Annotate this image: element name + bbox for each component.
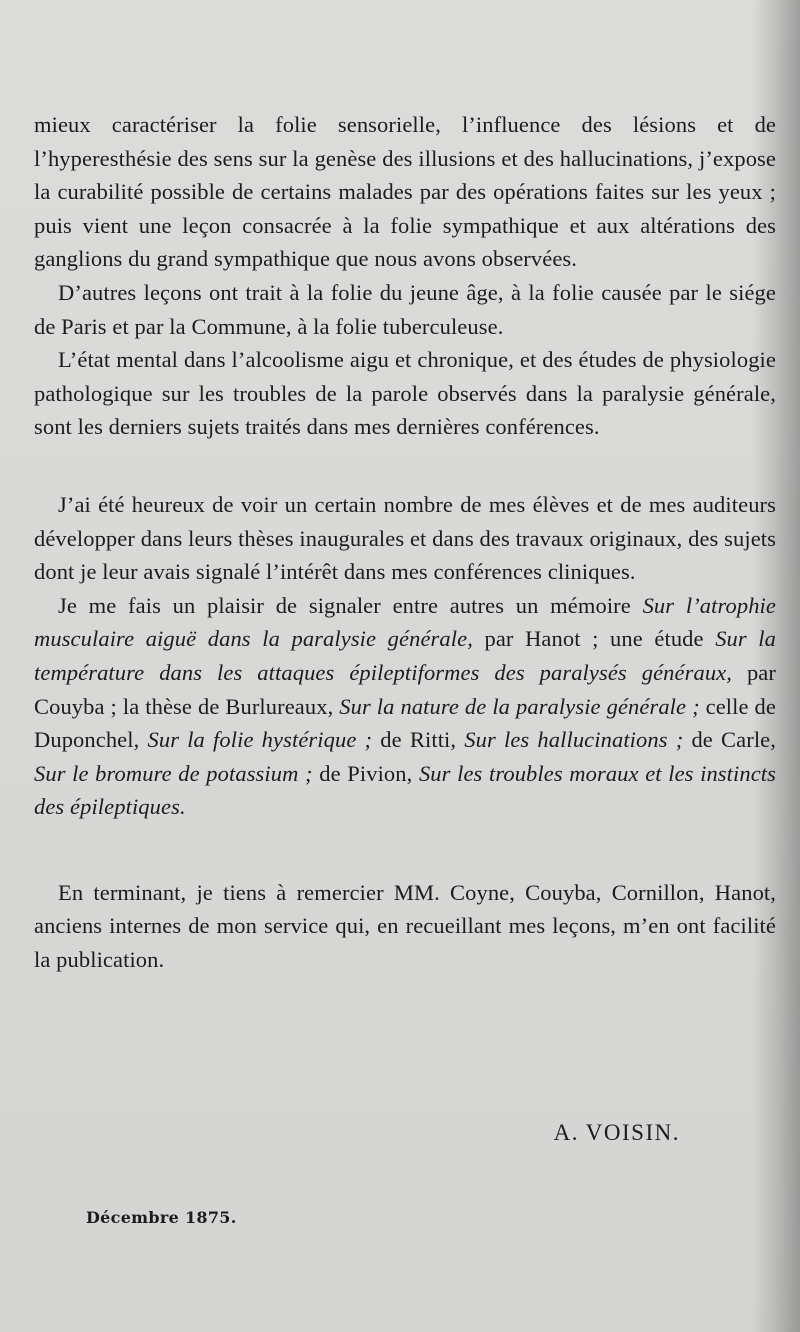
memoir-title-hanot: Sur l’atrophie musculaire aiguë dans la paralysie générale, [34, 592, 776, 652]
paragraph-closing: En terminant, je tiens à remercier MM. Coyne, Couyba, Cornillon, Hanot, anciens internes de mon service qui, en recueillant mes leçons, m’en ont facilité la publication. [34, 879, 776, 973]
memoir-text-2: par Hanot ; une étude [472, 626, 716, 652]
memoir-text-1: Je me fais un plaisir de signaler entre autres un mémoire [58, 592, 643, 618]
body-text [34, 108, 776, 977]
memoir-title-couyba: Sur la température dans les attaques épileptiformes des paralysés généraux, [34, 626, 777, 685]
paragraph-memoirs [34, 589, 776, 824]
paragraph-gap [34, 444, 776, 488]
author-signature: A. VOISIN. [553, 1120, 680, 1145]
memoir-title-burlureaux: Sur la nature de la paralysie générale ; [339, 693, 700, 719]
paragraph-alcoholism: L’état mental dans l’alcoolisme aigu et chronique, et des études de physiologie pathologique sur les troubles de la parole observés dans la paralysie générale, sont les derniers sujets traités dans mes dernières conférences. [34, 347, 776, 440]
memoir-text-4: celle de Duponchel, [34, 693, 776, 753]
memoir-title-carle: Sur le bromure de potassium ; [34, 760, 313, 786]
paragraph-students: J’ai été heureux de voir un certain nombre de mes élèves et de mes auditeurs développer dans leurs thèses inaugurales et dans des travaux originaux, des sujets dont je leur avais signalé l’intérêt dans mes conférences cliniques. [34, 491, 776, 585]
memoir-title-ritti: Sur les hallucinations ; [464, 727, 684, 753]
paragraph-other-lessons: D’autres leçons ont trait à la folie du jeune âge, à la folie causée par le siége de Paris et par la Commune, à la folie tuberculeuse. [34, 279, 776, 339]
memoir-text-7: de Pivion, [312, 760, 419, 786]
memoir-text-6: de Carle, [683, 727, 776, 753]
paragraph-gap [34, 824, 776, 876]
dateline: Décembre 1875. [86, 1208, 237, 1227]
memoir-title-duponchel: Sur la folie hystérique ; [147, 727, 373, 753]
memoir-text-5: de Ritti, [372, 727, 465, 753]
memoir-text-3: par Couyba ; la thèse de Burlureaux, [34, 659, 776, 719]
paragraph-senses: mieux caractériser la folie sensorielle, l’influence des lésions et de l’hyperesthésie des sens sur la genèse des illusions et des hallucinations, j’expose la curabilité possible de certains malades par des opérations faites sur les yeux ; puis vient une leçon consacrée à la folie sympathique et aux altérations des ganglions du grand sympathique que nous avons observées. [34, 112, 776, 272]
memoir-title-pivion: Sur les troubles moraux et les instincts des épileptiques. [34, 760, 777, 820]
